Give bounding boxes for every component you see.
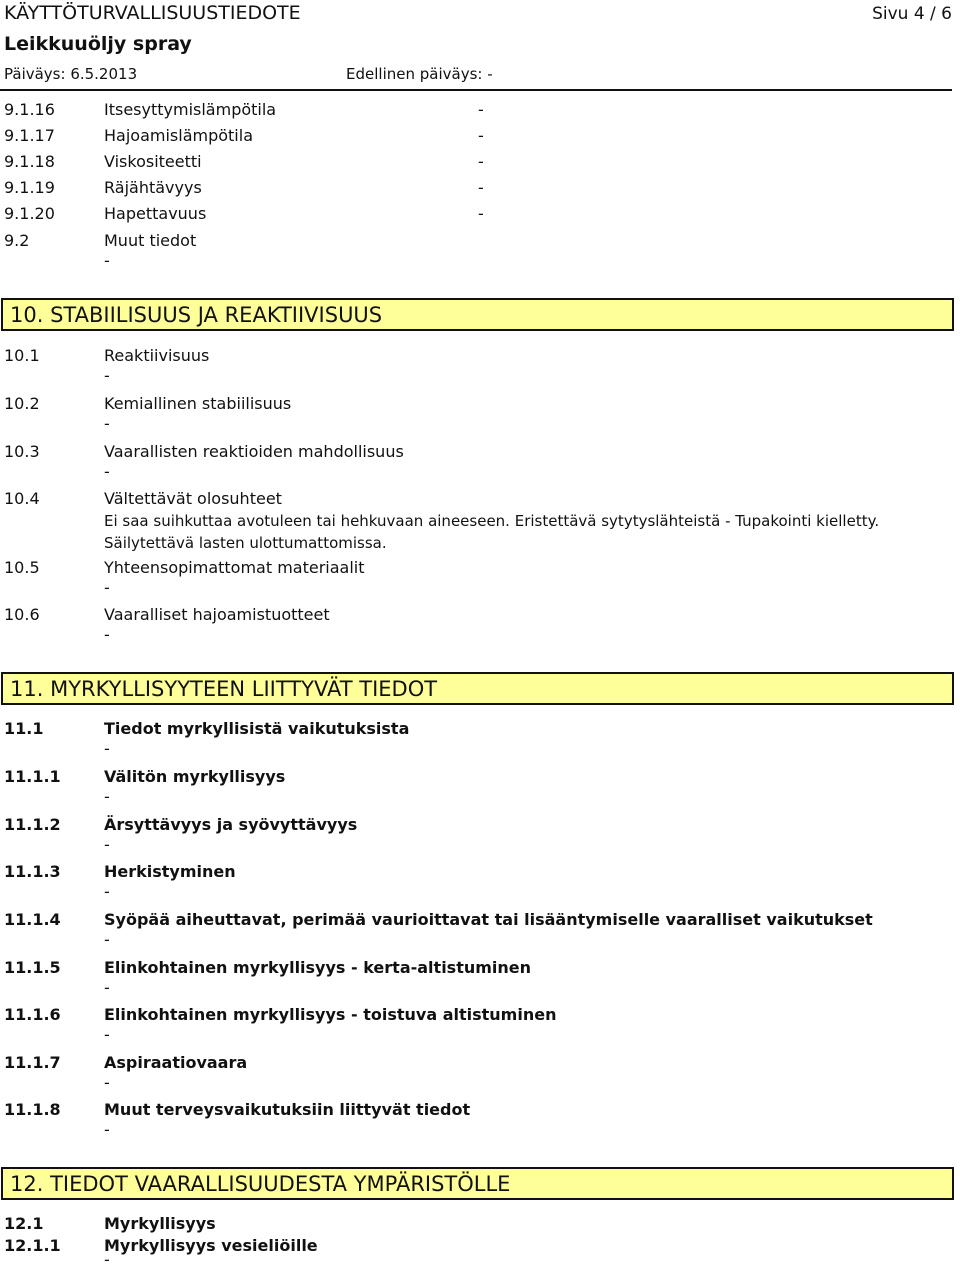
row-number: 11.1.3: [4, 862, 61, 881]
row-label: Elinkohtainen myrkyllisyys - toistuva altistuminen: [104, 1005, 557, 1024]
row-number: 11.1.7: [4, 1053, 61, 1072]
row-number: 11.1.8: [4, 1100, 61, 1119]
row-label: Tiedot myrkyllisistä vaikutuksista: [104, 719, 410, 738]
row-number: 11.1.1: [4, 767, 61, 786]
row-label: Myrkyllisyys: [104, 1214, 216, 1233]
row-value: -: [104, 835, 110, 854]
section-heading: [1, 298, 954, 331]
row-number: 9.1.16: [4, 100, 55, 119]
row-number: 9.1.18: [4, 152, 55, 171]
row-number: 9.2: [4, 231, 30, 250]
row-value: -: [104, 739, 110, 758]
row-label: Itsesyttymislämpötila: [104, 100, 277, 119]
row-number: 11.1.5: [4, 958, 61, 977]
row-value: -: [104, 882, 110, 901]
row-number: 9.1.19: [4, 178, 55, 197]
row-number: 10.2: [4, 394, 40, 413]
row-value: -: [104, 1025, 110, 1044]
product-name: Leikkuuöljy spray: [4, 33, 192, 55]
row-number: 11.1.2: [4, 815, 61, 834]
row-label: Vältettävät olosuhteet: [104, 489, 282, 508]
row-number: 11.1.4: [4, 910, 61, 929]
row-label: Välitön myrkyllisyys: [104, 767, 286, 786]
section-title: 12. TIEDOT VAARALLISUUDESTA YMPÄRISTÖLLE: [10, 1172, 511, 1196]
section-heading: [1, 1167, 954, 1200]
row-number: 9.1.20: [4, 204, 55, 223]
row-number: 10.3: [4, 442, 40, 461]
row-label: Muut tiedot: [104, 231, 197, 250]
issue-date: Päiväys: 6.5.2013: [4, 65, 138, 83]
row-number: 10.6: [4, 605, 40, 624]
row-label: Aspiraatiovaara: [104, 1053, 248, 1072]
row-value: -: [478, 204, 484, 223]
section-heading: [1, 672, 954, 705]
row-label: Viskositeetti: [104, 152, 202, 171]
row-label: Muut terveysvaikutuksiin liittyvät tiedot: [104, 1100, 471, 1119]
row-label: Hajoamislämpötila: [104, 126, 253, 145]
row-text: Säilytettävä lasten ulottumattomissa.: [104, 534, 387, 552]
row-number: 10.5: [4, 558, 40, 577]
row-value: -: [478, 100, 484, 119]
row-value: -: [104, 1250, 110, 1269]
row-value: -: [104, 1073, 110, 1092]
row-label: Kemiallinen stabiilisuus: [104, 394, 292, 413]
row-label: Reaktiivisuus: [104, 346, 210, 365]
row-label: Herkistyminen: [104, 862, 236, 881]
row-value: -: [104, 787, 110, 806]
row-label: Ärsyttävyys ja syövyttävyys: [104, 815, 358, 834]
row-number: 10.4: [4, 489, 40, 508]
row-text: Ei saa suihkuttaa avotuleen tai hehkuvaan aineeseen. Eristettävä sytytyslähteistä - Tupakointi kielletty.: [104, 512, 880, 530]
section-title: 11. MYRKYLLISYYTEEN LIITTYVÄT TIEDOT: [10, 677, 438, 701]
row-value: -: [478, 126, 484, 145]
row-number: 12.1: [4, 1214, 44, 1233]
row-value: -: [104, 625, 110, 644]
section-title: 10. STABIILISUUS JA REAKTIIVISUUS: [10, 303, 383, 327]
header-divider: [0, 89, 952, 91]
document-title: KÄYTTÖTURVALLISUUSTIEDOTE: [4, 2, 301, 24]
row-label: Räjähtävyys: [104, 178, 202, 197]
row-number: 12.1.1: [4, 1236, 61, 1255]
row-value: -: [104, 462, 110, 481]
row-value: -: [104, 1120, 110, 1139]
row-number: 11.1.6: [4, 1005, 61, 1024]
row-label: Elinkohtainen myrkyllisyys - kerta-altistuminen: [104, 958, 532, 977]
row-label: Myrkyllisyys vesieliöille: [104, 1236, 318, 1255]
row-number: 9.1.17: [4, 126, 55, 145]
row-label: Hapettavuus: [104, 204, 207, 223]
row-value: -: [104, 578, 110, 597]
row-value: -: [104, 251, 110, 270]
row-value: -: [478, 178, 484, 197]
row-number: 10.1: [4, 346, 40, 365]
row-value: -: [478, 152, 484, 171]
row-label: Vaaralliset hajoamistuotteet: [104, 605, 330, 624]
row-value: -: [104, 414, 110, 433]
row-label: Yhteensopimattomat materiaalit: [104, 558, 365, 577]
row-number: 11.1: [4, 719, 44, 738]
row-label: Vaarallisten reaktioiden mahdollisuus: [104, 442, 404, 461]
row-label: Syöpää aiheuttavat, perimää vaurioittavat tai lisääntymiselle vaaralliset vaikutukset: [104, 910, 873, 929]
row-value: -: [104, 930, 110, 949]
page-number: Sivu 4 / 6: [872, 4, 952, 24]
row-value: -: [104, 978, 110, 997]
previous-date: Edellinen päiväys: -: [346, 65, 493, 83]
row-value: -: [104, 366, 110, 385]
